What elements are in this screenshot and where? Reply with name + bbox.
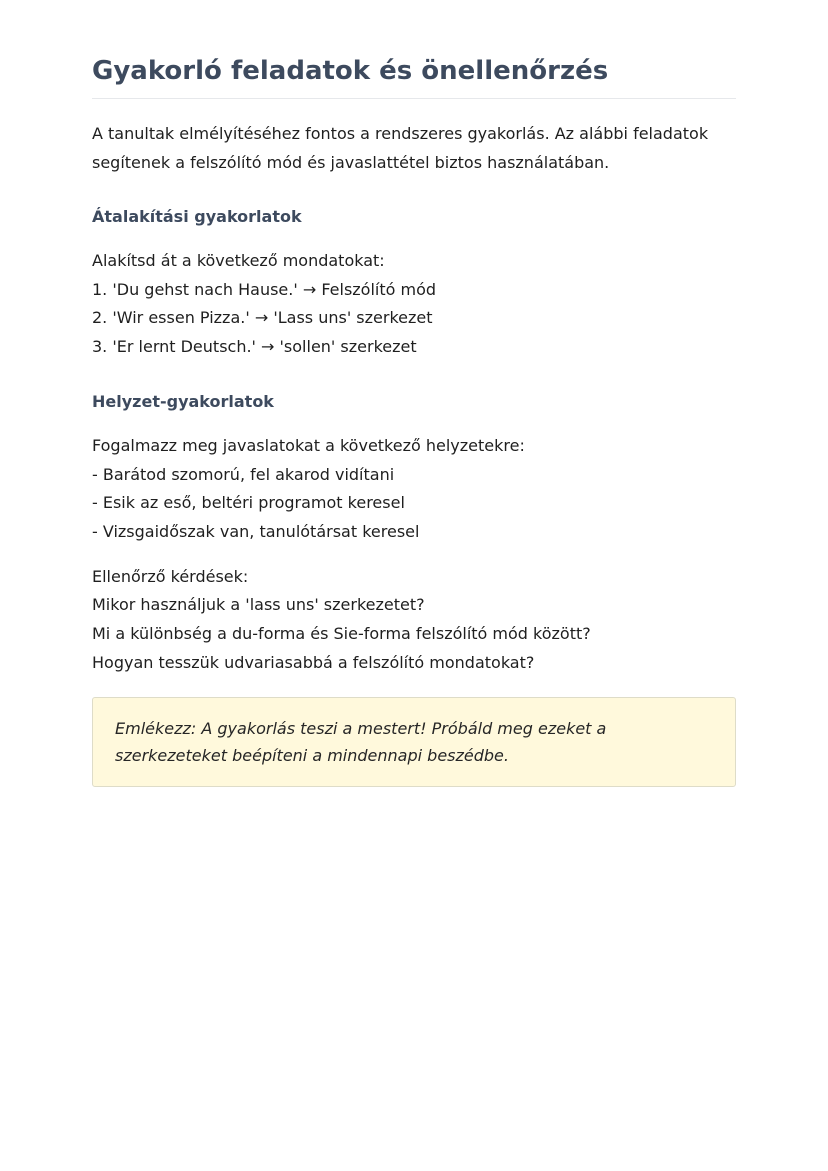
section-heading-transformation: Átalakítási gyakorlatok — [92, 207, 302, 226]
situation-item: - Barátod szomorú, fel akarod vidítani — [92, 464, 395, 484]
review-question: Hogyan tesszük udvariasabbá a felszólító mondatokat? — [92, 652, 535, 672]
review-question: Mikor használjuk a 'lass uns' szerkezetet? — [92, 595, 425, 615]
intro-paragraph: A tanultak elmélyítéséhez fontos a rendszeres gyakorlás. Az alábbi feladatok segítenek a felszólító mód és javaslattétel biztos használatában. — [92, 124, 709, 172]
review-questions — [92, 563, 736, 678]
situation-item: - Esik az eső, beltéri programot keresel — [92, 493, 405, 513]
exercise-instruction: Fogalmazz meg javaslatokat a következő helyzetekre: — [92, 435, 525, 455]
reminder-note-text: Emlékezz: A gyakorlás teszi a mestert! Próbáld meg ezeket a szerkezeteket beépíteni a mindennapi beszédbe. — [115, 719, 607, 766]
situation-exercises — [92, 432, 736, 547]
transformation-exercises — [92, 247, 736, 362]
review-questions-label: Ellenőrző kérdések: — [92, 566, 249, 586]
exercise-instruction: Alakítsd át a következő mondatokat: — [92, 251, 385, 270]
review-question: Mi a különbség a du-forma és Sie-forma felszólító mód között? — [92, 624, 591, 644]
reminder-note — [92, 697, 736, 787]
page-title: Gyakorló feladatok és önellenőrzés — [92, 52, 736, 99]
exercise-item: 2. 'Wir essen Pizza.' → 'Lass uns' szerkezet — [92, 308, 433, 328]
exercise-item: 3. 'Er lernt Deutsch.' → 'sollen' szerkezet — [92, 337, 417, 357]
situation-item: - Vizsgaidőszak van, tanulótársat keresel — [92, 521, 420, 541]
exercise-item: 1. 'Du gehst nach Hause.' → Felszólító mód — [92, 279, 437, 299]
section-heading-situation: Helyzet-gyakorlatok — [92, 391, 274, 411]
